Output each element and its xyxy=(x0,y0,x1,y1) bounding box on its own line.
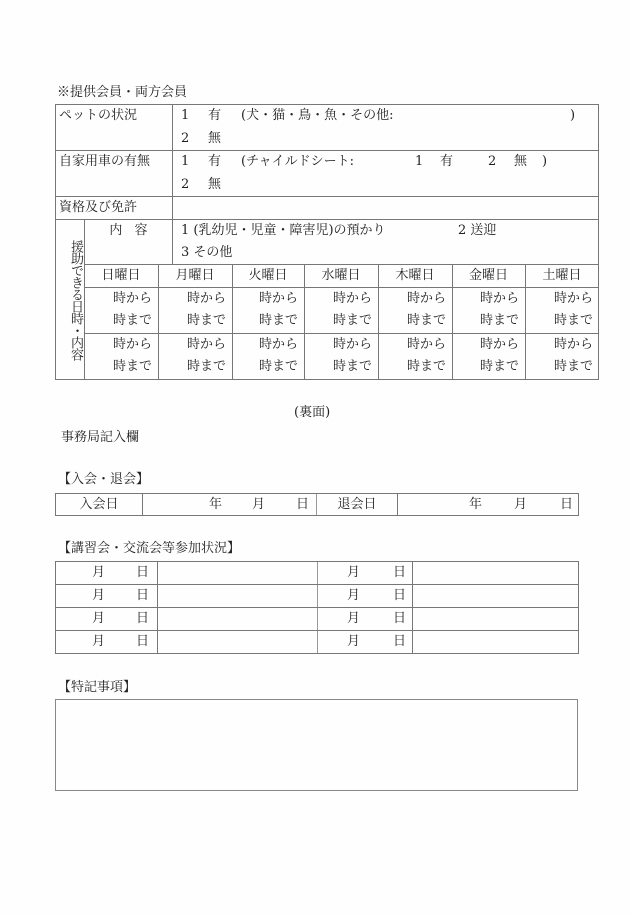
time-from-label: 時から xyxy=(112,337,152,352)
participation-section-title: 【講習会・交流会等参加状況】 xyxy=(58,541,241,556)
leave-year-unit: 年 xyxy=(469,497,483,512)
leave-day-unit: 日 xyxy=(560,497,574,512)
car-seat-detail: (チャイルドシート: xyxy=(241,154,355,169)
participation-event-field[interactable] xyxy=(413,608,578,630)
time-to-label: 時まで xyxy=(332,313,372,328)
pet-opt1-close: ) xyxy=(570,108,576,123)
time-slot-cell[interactable] xyxy=(158,334,232,379)
profile-table xyxy=(55,104,599,379)
time-slot-cell[interactable] xyxy=(452,334,525,379)
time-slot-cell[interactable] xyxy=(378,288,452,333)
time-slot-cell[interactable] xyxy=(84,334,158,379)
time-from-label: 時から xyxy=(332,337,372,352)
month-unit: 月 xyxy=(347,611,361,626)
back-side-label: (裏面) xyxy=(294,405,331,420)
car-seat-opt1-num: 1 xyxy=(415,154,424,169)
month-unit: 月 xyxy=(347,588,361,603)
time-to-label: 時まで xyxy=(112,359,152,374)
day-header: 金曜日 xyxy=(468,268,508,283)
day-header: 火曜日 xyxy=(248,268,288,283)
join-month-unit: 月 xyxy=(252,497,266,512)
time-to-label: 時まで xyxy=(553,313,593,328)
day-unit: 日 xyxy=(136,565,150,580)
participation-event-field[interactable] xyxy=(158,562,317,584)
pet-opt2-label: 無 xyxy=(208,131,222,146)
pet-opt2-num: 2 xyxy=(181,131,190,146)
participation-event-field[interactable] xyxy=(413,585,578,607)
participation-date-cell[interactable] xyxy=(56,585,157,607)
support-content-label: 内 容 xyxy=(109,223,148,238)
participation-event-field[interactable] xyxy=(413,562,578,584)
month-unit: 月 xyxy=(92,611,106,626)
time-from-label: 時から xyxy=(479,291,519,306)
time-slot-cell[interactable] xyxy=(158,288,232,333)
leave-date-label: 退会日 xyxy=(337,497,377,512)
car-opt2-num: 2 xyxy=(181,177,190,192)
participation-table xyxy=(55,561,579,654)
join-day-unit: 日 xyxy=(296,497,310,512)
day-unit: 日 xyxy=(393,611,407,626)
car-opt2-label: 無 xyxy=(208,177,222,192)
participation-event-field[interactable] xyxy=(158,631,317,653)
month-unit: 月 xyxy=(347,565,361,580)
time-from-label: 時から xyxy=(186,291,226,306)
time-from-label: 時から xyxy=(479,337,519,352)
day-unit: 日 xyxy=(136,588,150,603)
participation-event-field[interactable] xyxy=(158,608,317,630)
day-unit: 日 xyxy=(393,588,407,603)
time-from-label: 時から xyxy=(332,291,372,306)
join-year-unit: 年 xyxy=(209,497,223,512)
month-unit: 月 xyxy=(92,588,106,603)
time-from-label: 時から xyxy=(186,337,226,352)
notes-section-title: 【特記事項】 xyxy=(58,680,137,695)
car-opt1-label: 有 xyxy=(208,154,222,169)
office-section-title: 事務局記入欄 xyxy=(61,430,140,445)
join-section-title: 【入会・退会】 xyxy=(58,472,150,487)
time-slot-cell[interactable] xyxy=(525,288,599,333)
license-field[interactable] xyxy=(173,197,598,219)
time-slot-cell[interactable] xyxy=(304,334,378,379)
participation-date-cell[interactable] xyxy=(317,585,412,607)
participation-date-cell[interactable] xyxy=(56,562,157,584)
join-date-field[interactable] xyxy=(143,494,316,515)
time-from-label: 時から xyxy=(406,291,446,306)
pet-opt1-num: 1 xyxy=(181,108,190,123)
license-label: 資格及び免許 xyxy=(59,200,138,215)
pet-opt1-label: 有 xyxy=(208,108,222,123)
day-unit: 日 xyxy=(136,634,150,649)
support-side-label: 援助できる日時・内容 xyxy=(68,240,83,360)
time-to-label: 時まで xyxy=(479,359,519,374)
time-slot-cell[interactable] xyxy=(84,288,158,333)
time-to-label: 時まで xyxy=(186,313,226,328)
time-from-label: 時から xyxy=(258,337,298,352)
participation-event-field[interactable] xyxy=(413,631,578,653)
leave-date-field[interactable] xyxy=(398,494,578,515)
day-header: 日曜日 xyxy=(101,268,141,283)
time-to-label: 時まで xyxy=(112,313,152,328)
car-seat-opt2-label: 無 xyxy=(514,154,528,169)
time-to-label: 時まで xyxy=(406,313,446,328)
time-from-label: 時から xyxy=(553,337,593,352)
month-unit: 月 xyxy=(347,634,361,649)
month-unit: 月 xyxy=(92,565,106,580)
day-header: 月曜日 xyxy=(175,268,215,283)
day-header: 土曜日 xyxy=(542,268,582,283)
section-title: ※提供会員・両方会員 xyxy=(57,85,188,100)
join-date-label: 入会日 xyxy=(79,497,119,512)
time-to-label: 時まで xyxy=(186,359,226,374)
participation-date-cell[interactable] xyxy=(317,631,412,653)
time-from-label: 時から xyxy=(112,291,152,306)
day-unit: 日 xyxy=(136,611,150,626)
day-unit: 日 xyxy=(393,634,407,649)
time-to-label: 時まで xyxy=(479,313,519,328)
participation-date-cell[interactable] xyxy=(56,631,157,653)
time-slot-cell[interactable] xyxy=(452,288,525,333)
pet-opt1-detail: (犬・猫・鳥・魚・その他: xyxy=(241,108,394,123)
join-table xyxy=(55,493,579,516)
car-label: 自家用車の有無 xyxy=(59,154,151,169)
time-to-label: 時まで xyxy=(332,359,372,374)
support-opt3: 3 その他 xyxy=(181,245,233,260)
time-to-label: 時まで xyxy=(406,359,446,374)
time-slot-cell[interactable] xyxy=(525,334,599,379)
notes-field[interactable] xyxy=(55,699,578,791)
day-header: 水曜日 xyxy=(321,268,361,283)
time-from-label: 時から xyxy=(553,291,593,306)
time-slot-cell[interactable] xyxy=(232,334,304,379)
leave-month-unit: 月 xyxy=(514,497,528,512)
time-to-label: 時まで xyxy=(258,313,298,328)
month-unit: 月 xyxy=(92,634,106,649)
time-slot-cell[interactable] xyxy=(232,288,304,333)
car-seat-close: ) xyxy=(542,154,548,169)
time-slot-cell[interactable] xyxy=(304,288,378,333)
participation-date-cell[interactable] xyxy=(317,562,412,584)
support-opt2: 2 送迎 xyxy=(458,223,497,238)
car-opt1-num: 1 xyxy=(181,154,190,169)
time-from-label: 時から xyxy=(258,291,298,306)
participation-event-field[interactable] xyxy=(158,585,317,607)
participation-date-cell[interactable] xyxy=(56,608,157,630)
day-header: 木曜日 xyxy=(395,268,435,283)
car-seat-opt1-label: 有 xyxy=(440,154,454,169)
pet-label: ペットの状況 xyxy=(59,108,138,123)
time-slot-cell[interactable] xyxy=(378,334,452,379)
car-seat-opt2-num: 2 xyxy=(488,154,497,169)
time-from-label: 時から xyxy=(406,337,446,352)
day-unit: 日 xyxy=(393,565,407,580)
support-opt1: 1 (乳幼児・児童・障害児)の預かり xyxy=(181,223,386,238)
participation-date-cell[interactable] xyxy=(317,608,412,630)
time-to-label: 時まで xyxy=(553,359,593,374)
time-to-label: 時まで xyxy=(258,359,298,374)
